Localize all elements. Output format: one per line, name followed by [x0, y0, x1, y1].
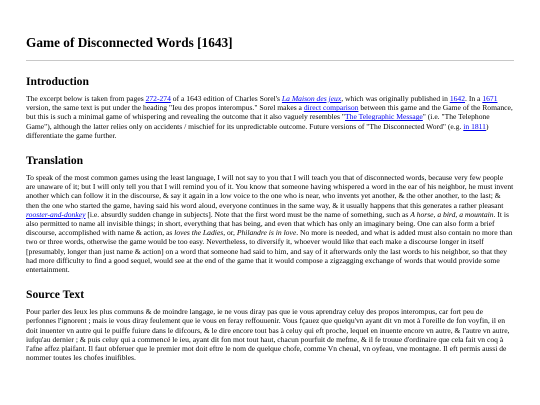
translation-text: . It is also permitted to name all invisible things; in short, everything that has being, and even that which has only an imaginary being. One can also form a brief discourse, accomplished with name & action, as	[26, 209, 509, 238]
direct-comparison-link[interactable]: direct comparison	[303, 103, 359, 113]
pages-link[interactable]: 272-274	[145, 94, 171, 103]
intro-text: between this game and the Game of the Romance, but this is such a minimal game of whispering and revealing the outcome that it also vaguely resembles "	[26, 103, 513, 122]
intro-text: " (i.e. "The Telephone Game"), although the latter relies only on accidents / mischief for its unpredictable outcome. Future versions of "The Disconnected Word" (e.g.	[26, 112, 490, 131]
source-text-paragraph: Pour parler des Ieux les plus communs & de moindre langage, ie ne vous diray pas que ie vous aprendray celuy des propos interompus, car fort peu de perfonnes l'ignorent ; mais ie vous diray feulement que ie vous en feray reffouuenir. Vous fçauez que quelqu'vn ayant dit vn mot à l'oreille de fon voyfin, il en doit inuenter vn autre qui le puiffe fuiure dans le difcours, & le dire encore tout bas à celuy qui eft proche, lequel en inuente encore vn autre, & l'autre vn autre, iufqu'au dernier ; & puis celuy qui a commencé le ieu, ayant dit fon mot tout haut, chacun pourfuit de mefme, & il fe trouue d'ordinaire que cela fait vn coq à l'afne affez plaifant. Il faut obferuer que le premier mot doit eftre le nom de quelque chofe, comme Vn cheual, vn oyfeau, vne montagne. Il eft permis aussi de nommer toutes les chofes inuifibles.	[26, 307, 510, 363]
page-title: Game of Disconnected Words [1643]	[26, 35, 233, 50]
intro-text: The excerpt below is taken from pages	[26, 94, 146, 103]
intro-text: of a 1643 edition of Charles Sorel's	[170, 94, 282, 103]
in-1811-link[interactable]: in 1811	[463, 121, 486, 131]
intro-text: , which was originally published in	[341, 94, 450, 103]
introduction-heading: Introduction	[26, 75, 89, 88]
intro-text: version, the same text is put under the heading "Ieu des propos interompus." Sorel makes a	[26, 103, 304, 113]
source-text-heading: Source Text	[26, 288, 85, 302]
title-divider	[26, 60, 514, 61]
year-1642-link[interactable]: 1642	[449, 94, 466, 103]
telegraphic-message-link[interactable]: The Telegraphic Message	[345, 112, 423, 122]
intro-text: ) differentiate the game further.	[26, 121, 489, 140]
book-title-link[interactable]: La Maison des jeux	[281, 94, 342, 103]
intro-text: . In a	[465, 94, 483, 103]
translation-text: [i.e. absurdly sudden change in subjects]. Note that the first word must be the name of something, such as	[85, 209, 411, 219]
rooster-and-donkey-link[interactable]: rooster-and-donkey	[26, 209, 86, 219]
example-emphasis: loves the Ladies	[174, 228, 224, 238]
example-emphasis: A horse, a bird, a mountain	[410, 209, 494, 219]
example-emphasis: Philandre is in love	[236, 228, 297, 238]
translation-paragraph	[26, 173, 514, 274]
introduction-paragraph	[26, 94, 514, 140]
translation-text: . No more is needed, and what is added must also contain no more than two or three words, otherwise the game would be too easy. Nevertheless, to diversify it, whoever would like that each make a discourse longer in itself [presumably, longer than just name & action] on a word that someone had said to him, and say of it afterwards only the last words to his neighbor, so that they had more difficulty to find a good sequel, would see at the end of the game that it would compose a zigzagging exchange of words that would provide some entertainment.	[26, 228, 513, 275]
source-text-clip	[26, 307, 514, 363]
year-1671-link[interactable]: 1671	[482, 94, 498, 103]
translation-text: , or,	[223, 228, 237, 238]
translation-text: To speak of the most common games using the least language, I will not say to you that I will teach you that of disconnected words, because very few people are unaware of it; but I will only tell you that I will remind you of it. You know that someone having whispered a word in the ear of his neighbor, he must invent another which can follow it in the discourse, & say it again in a low voice to the one who is near, who invents yet another, & the other another, to the last; & then the one who started the game, having said his word aloud, everyone continues in the same way, & it usually happens that this generates a rather pleasant	[26, 173, 514, 210]
translation-heading: Translation	[26, 154, 84, 168]
